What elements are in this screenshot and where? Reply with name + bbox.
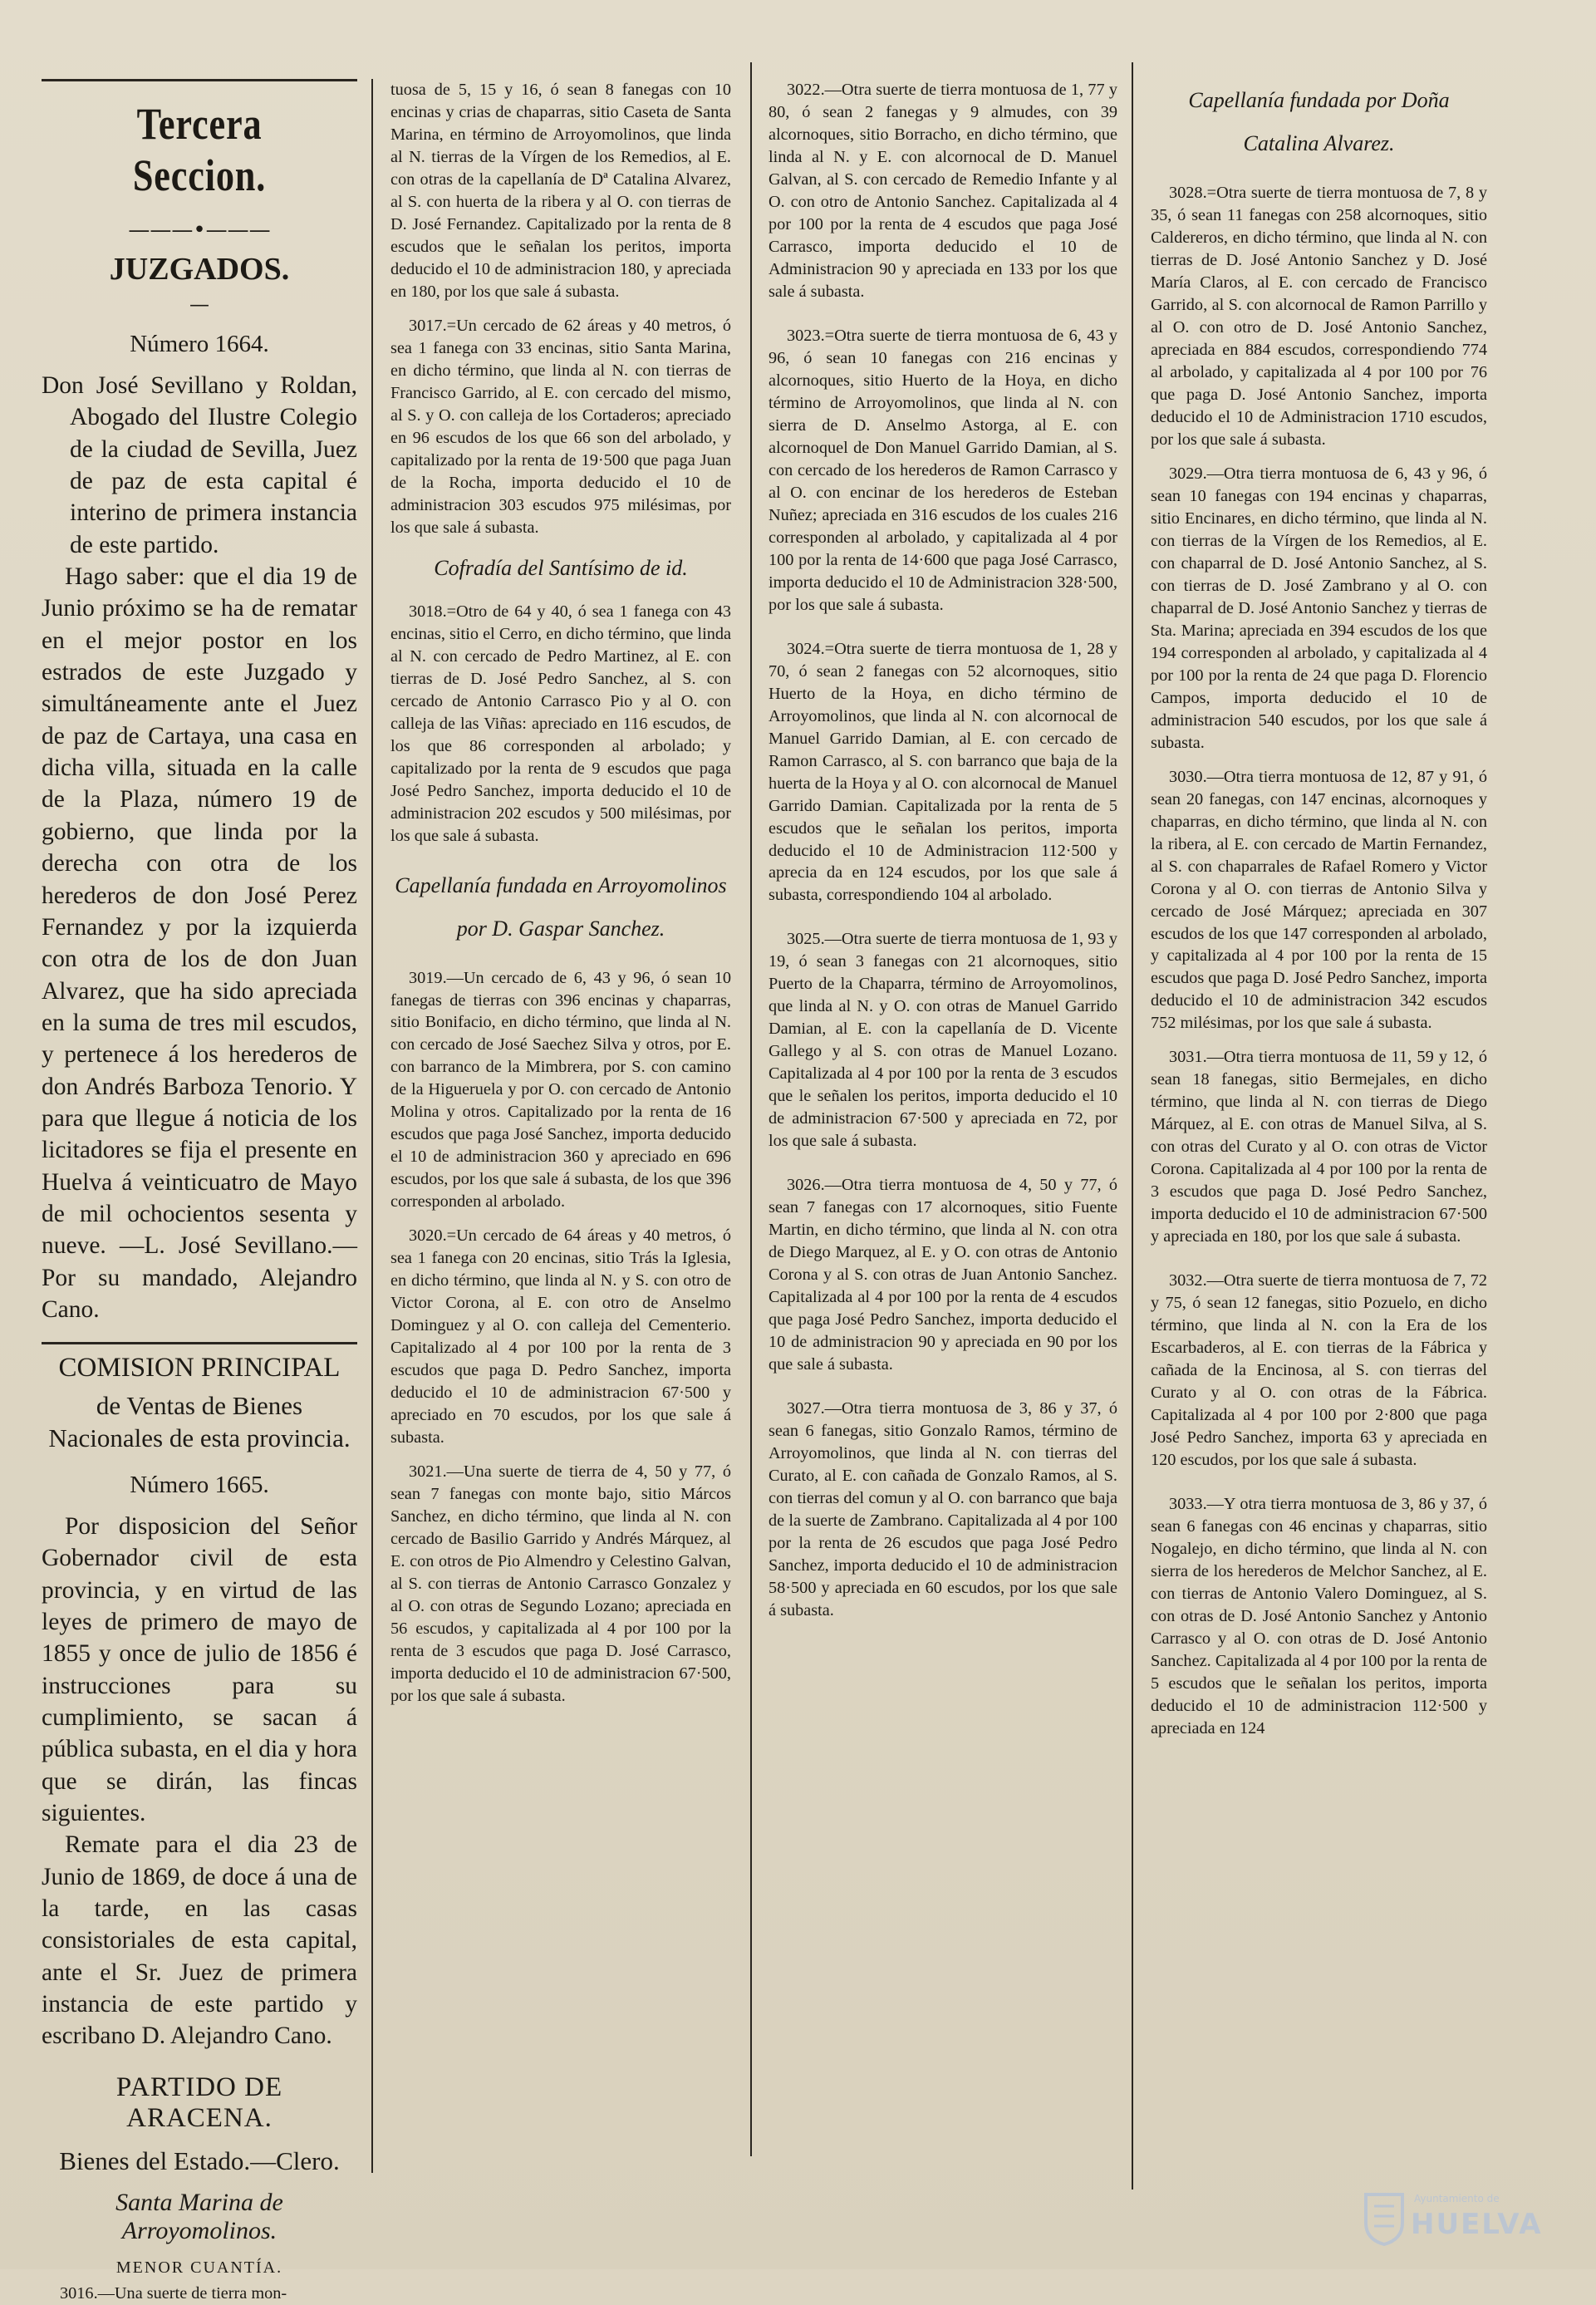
section-title: Tercera Seccion.: [132, 99, 267, 200]
notice-1664-body: Hago saber: que el dia 19 de Junio próximo se ha de rematar en el mejor postor en los estrados de este Juzgado y simultáneamente ante el Juez de paz de Cartaya, una casa en dicha villa, situada en la calle de la Plaza, número 19 de gobierno, que linda por la derecha con otra de los herederos de don José Perez Fernandez y por la izquierda con otra de los de don Juan Alvarez, que ha sido apreciada en la suma de tres mil escudos, y pertenece á los herederos de don Andrés Barboza Tenorio. Y para que llegue á noticia de los licitadores se fija el presente en Huelva á veinticuatro de Mayo de mil ochocientos sesenta y nueve. —L. José Sevillano.—Por su mandado, Alejandro Cano.: [42, 563, 357, 1323]
column-3: [769, 79, 1117, 2123]
column-2: [390, 79, 731, 2156]
notice-1664-intro: Don José Sevillano y Roldan, Abogado del Ilustre Colegio de la ciudad de Sevilla, Juez de paz de esta capital é interino de primera instancia de este partido.: [42, 372, 357, 558]
comision-subheading: de Ventas de Bienes Nacionales de esta provincia.: [48, 1391, 351, 1453]
notice-1665: [42, 1511, 357, 2052]
entry-3025: 3025.—Otra suerte de tierra montuosa de 1, 93 y 19, ó sean 3 fanegas con 21 alcornoques, sitio Puerto de la Chaparra, término de Arroyomolinos, que linda al N. y O. con otras de Manuel Garrido Damian, al E. con la capellanía de D. Vicente Gallego y al S. con otras de Manuel Lozano. Capitalizada al 4 por 100 por la renta de 3 escudos que le señalen los peritos, importa deducido el 10 de administracion 67·500 y apreciada en 72, por los que sale á subasta.: [769, 930, 1117, 1151]
watermark-small-text: Ayuntamiento de: [1414, 2193, 1500, 2204]
entry-3027: 3027.—Otra tierra montuosa de 3, 86 y 37, ó sean 6 fanegas, sitio Gonzalo Ramos, término de Arroyomolinos, que linda al N. con tierras del Curato, al E. con cañada de Gonzalo Ramos, al S. con tierras del comun y al O. con barranco que baja de la suerte de Zambrano. Capitalizada al 4 por 100 por la renta de 26 escudos que paga José Pedro Sanchez, importa deducido el 10 de administracion 58·500 y apreciada en 60 escudos, por los que sale á subasta.: [769, 1399, 1117, 1620]
entry-3033: 3033.—Y otra tierra montuosa de 3, 86 y 37, ó sean 6 fanegas con 46 encinas y chaparras, sitio Nogalejo, en dicho término, que linda al N. con sierra de los herederos de Melchor Sanchez, al E. con tierras de Antonio Valero Dominguez, al S. con otras de D. José Antonio Sanchez y Antonio Carrasco y al O. con otras de D. José Antonio Sanchez. Capitalizada al 4 por 100 por la renta de 5 escudos que le señalan los peritos, importa deducido el 10 de administracion 112·500 y apreciada en 124: [1151, 1495, 1487, 1737]
entry-3016-start: 3016.—Una suerte de tierra mon-: [60, 2284, 287, 2303]
notice-1664: [42, 370, 357, 1325]
entry-3029: 3029.—Otra tierra montuosa de 6, 43 y 96, ó sean 10 fanegas con 194 encinas y chaparras, sitio Encinares, en dicho término, que linda al N. con tierras de la Vírgen de los Remedios, al E. con chaparral de D. José Antonio Sanchez, al S. con tierras de D. José Zambrano y al O. con chaparral de D. José Antonio Sanchez y tierras de Sta. Marina; apreciada en 394 escudos de los que 194 corresponden al arbolado, y capitalizada al 4 por 100 por la renta de 24 que paga D. Florencio Campos, importa deducido el 10 de administracion 540 escudos, por los que sale á subasta.: [1151, 464, 1487, 752]
capellania-catalina-heading: Capellanía fundada por Doña Catalina Alvarez.: [1188, 88, 1450, 155]
entry-3018: 3018.=Otro de 64 y 40, ó sea 1 fanega con 43 encinas, sitio el Cerro, en dicho término, que linda al N. con cercado de Pedro Martinez, al E. con tierras de D. José Pedro Sanchez, al S. con cercado de Antonio Carrasco Pio y al O. con calleja de las Viñas: apreciado en 116 escudos, de los que 86 corresponden al arbolado; y capitalizado por la renta de 9 escudos que paga José Pedro Sanchez, importa deducido el 10 de administracion 202 escudos y 500 milésimas, por los que sale á subasta.: [390, 602, 731, 845]
entry-3020: 3020.=Un cercado de 64 áreas y 40 metros, ó sea 1 fanega con 20 encinas, sitio Trás la Iglesia, en dicho término, que linda al N. y S. con otro de Victor Corona, al E. con otro de Anselmo Dominguez y al O. con calleja del Cementerio. Capitalizado al 4 por 100 por la renta de 3 escudos que paga D. Pedro Sanchez, importa deducido el 10 de administracion 67·500 y apreciado en 70 escudos, por los que sale á subasta.: [390, 1226, 731, 1447]
dash-divider: —: [189, 292, 209, 316]
column-rule-1: [371, 79, 373, 2173]
remate-text: Remate para el dia 23 de Junio de 1869, de doce á una de la tarde, en las casas consistoriales de esta capital, ante el Sr. Juez de primera instancia de este partido y escribano D. Alejandro Cano.: [42, 1831, 357, 2050]
santa-marina-heading: Santa Marina de Arroyomolinos.: [115, 2189, 283, 2245]
ornament-divider: ———•———: [128, 218, 271, 243]
column-4: [1151, 79, 1487, 2239]
entry-3030: 3030.—Otra tierra montuosa de 12, 87 y 91, ó sean 20 fanegas, con 147 encinas, alcornoques y chaparras, en dicho término, que linda al N. con la ribera, al E. con cercado de Martin Fernandez, al S. con chaparrales de Rafael Romero y Victor Corona y al O. con tierras de Antonio Silva y cercado de José Márquez; apreciada en 307 escudos de los que 147 corresponden al arbolado, y capitalizada al 4 por 100 por la renta de 15 escudos que paga D. José Pedro Sanchez, importa deducido el 10 de administracion 342 escudos 752 milésimas, por los que sale á subasta.: [1151, 767, 1487, 1033]
entry-3024: 3024.=Otra suerte de tierra montuosa de 1, 28 y 70, ó sean 2 fanegas con 52 alcornoques, sitio Huerto de la Hoya, en dicho término de Arroyomolinos, que linda al N. con alcornocal de Manuel Garrido Damian, al E. con cercado de Ramon Carrasco, al S. con barranco que baja de la huerta de la Hoya y al O. con alcornocal de Manuel Garrido Damian. Capitalizada por la renta de 5 escudos que le señalan los peritos, importa deducido el 10 de Administracion 112·500 y aprecia da en 124 escudos, por los que sale á subasta, correspondiendo 104 al arbolado.: [769, 639, 1117, 905]
juzgados-heading: JUZGADOS.: [109, 252, 290, 287]
entry-3023: 3023.=Otra suerte de tierra montuosa de 6, 43 y 96, ó sean 10 fanegas con 216 encinas y alcornoques, sitio Huerto de la Hoya, en dicho término de Arroyomolinos, que linda al N. con sierra de D. Anselmo Astorga, al E. con alcornoquel de Don Manuel Garrido Damian, al S. con cercado de los herederos de Ramon Carrasco y al O. con encinar de los herederos de Esteban Nuñez; apreciada en 316 escudos de los cuales 216 corresponden al arbolado, y capitalizada al 4 por 100 por la renta de 14·600 que paga José Carrasco, importa deducido el 10 de Administracion 328·500, por los que sale á subasta.: [769, 326, 1117, 614]
entry-3022: 3022.—Otra suerte de tierra montuosa de 1, 77 y 80, ó sean 2 fanegas y 9 almudes, con 39 alcornoques, sitio Borracho, en dicho término, que linda al N. y E. con alcornocal de D. Manuel Galvan, al S. con cercado de Remedio Infante y al O. con otro de Antonio Sanchez. Capitalizada al 4 por 100 por la renta de 4 escudos que paga José Carrasco, importa deducido el 10 de Administracion 90 y apreciada en 133 por los que sale á subasta.: [769, 81, 1117, 301]
entry-3026: 3026.—Otra tierra montuosa de 4, 50 y 77, ó sean 7 fanegas con 17 alcornoques, sitio Fuente Martin, en dicho término, que linda al N. con otra de Diego Marquez, al E. y O. con otras de Antonio Corona y al S. con otras de Juan Antonio Sanchez. Capitalizada al 4 por 100 por la renta de 4 escudos que paga José Pedro Sanchez, importa deducido el 10 de administracion 90 y apreciada en 90 por los que sale á subasta.: [769, 1176, 1117, 1374]
shield-icon: [1363, 2191, 1406, 2246]
entry-3021: 3021.—Una suerte de tierra de 4, 50 y 77, ó sean 7 fanegas con monte bajo, sitio Márcos Sanchez, en dicho término, que linda al N. con cercado de Basilio Garrido y Andrés Márquez, al E. con otros de Pio Almendro y Celestino Galvan, al S. con tierras de Antonio Carrasco Gonzalez y al O. con otras de Segundo Lozano; apreciada en 56 escudos, y capitalizada al 4 por 100 por la renta de 3 escudos que paga D. José Carrasco, importa deducido el 10 de administracion 67·500, por los que sale á subasta.: [390, 1462, 731, 1706]
section-rule: [42, 1342, 357, 1344]
partido-heading: PARTIDO DE ARACENA.: [115, 2072, 283, 2133]
entry-3028: 3028.=Otra suerte de tierra montuosa de 7, 8 y 35, ó sean 11 fanegas con 258 alcornoques, sitio Caldereros, en dicho término, que linda al N. con tierras de D. José Antonio Sanchez y D. José María Claros, al E. con cercado de Francisco Garrido, al S. con alcornocal de Ramon Parrillo y al O. con otro de D. José Antonio Sanchez, apreciada en 884 escudos, correspondiendo 774 al arbolado, y capitalizada al 4 por 100 por 76 que paga D. José Antonio Sanchez, importa deducido el 10 de Administracion 1710 escudos, por los que sale á subasta.: [1151, 184, 1487, 449]
comision-heading: COMISION PRINCIPAL: [58, 1353, 341, 1383]
menor-cuantia-heading: MENOR CUANTÍA.: [115, 2258, 283, 2278]
column-1: [42, 79, 357, 2303]
capellania-arroyomolinos-heading: Capellanía fundada en Arroyomolinos por D. Gaspar Sanchez.: [395, 872, 727, 941]
watermark-big-text: HUELVA: [1411, 2208, 1543, 2241]
column-rule-3: [1132, 62, 1133, 2190]
column-rule-2: [750, 62, 752, 2156]
entry-3017: 3017.=Un cercado de 62 áreas y 40 metros, ó sea 1 fanega con 33 encinas, sitio Santa Marina, en dicho término, que linda al N. con tierras de Francisco Garrido, al E. con cercado del mismo, al S. y O. con calleja de los Cortaderos; apreciado en 96 escudos de los que 66 son del arbolado, y capitalizado por la renta de 19·500 que paga Juan de la Rocha, importa deducido el 10 de administracion 303 escudos 975 milésimas, por los que sale á subasta.: [390, 316, 731, 537]
entry-3031: 3031.—Otra tierra montuosa de 11, 59 y 12, ó sean 18 fanegas, sitio Bermejales, en dicho término, que linda al N. con tierras de Diego Márquez, al E. con otras de Manuel Silva, al S. con otras del Curato y al O. con otras de Victor Corona. Capitalizada al 4 por 100 por la renta de 3 escudos que paga D. José Pedro Sanchez, importa deducido el 10 de administracion 67·500 y apreciada en 180, por los que sale á subasta.: [1151, 1048, 1487, 1246]
entry-3019: 3019.—Un cercado de 6, 43 y 96, ó sean 10 fanegas de tierras con 396 encinas y chaparras, sitio Bonifacio, en dicho término, que linda al N. con cercado de José Saechez Silva y otros, por E. con barranco de la Mimbrera, por S. con camino de la Higueruela y por O. con cercado de Antonio Molina y otros. Capitalizado por la renta de 16 escudos que paga José Sanchez, importa deducido el 10 de administracion 360 y apreciado en 696 escudos, por los que sale á subasta, de los que 396 corresponden al arbolado.: [390, 968, 731, 1211]
entry-3032: 3032.—Otra suerte de tierra montuosa de 7, 72 y 75, ó sean 12 fanegas, sitio Pozuelo, en dicho término, que linda al N. con la Era de los Escarbaderos, al E. con tierras de la Fábrica y cañada de la Encinosa, al S. con tierras del Curato y al O. con otras de la Fábrica. Capitalizada al 4 por 100 por 2·800 que paga José Pedro Sanchez, importa 63 y apreciada en 120 escudos, por los que sale á subasta.: [1151, 1271, 1487, 1470]
notice-number-1664: Número 1664.: [130, 331, 269, 357]
cofradia-heading: Cofradía del Santísimo de id.: [434, 555, 688, 580]
notice-1665-body: Por disposicion del Señor Gobernador civil de esta provincia, y en virtud de las leyes de primero de mayo de 1855 y once de julio de 1856 é instrucciones para su cumplimiento, se sacan á pública subasta, en el dia y hora que se dirán, las fincas siguientes.: [42, 1512, 357, 1826]
entry-3016-cont: tuosa de 5, 15 y 16, ó sean 8 fanegas con 10 encinas y crias de chaparras, sitio Caseta de Santa Marina, en término de Arroyomolinos, que linda al N. tierras de la Vírgen de los Remedios, al E. con otras de la capellanía de Dª Catalina Alvarez, al S. con huerta de la ribera y al O. con tierras de D. José Fernandez. Capitalizado por la renta de 8 escudos que le señalan los peritos, importa deducido el 10 de administracion 180, y apreciada en 180, por los que sale á subasta.: [390, 81, 731, 301]
top-rule: [42, 79, 357, 81]
notice-number-1665: Número 1665.: [130, 1471, 269, 1498]
archive-watermark: [1363, 2190, 1545, 2252]
bienes-heading: Bienes del Estado.—Clero.: [59, 2145, 340, 2175]
